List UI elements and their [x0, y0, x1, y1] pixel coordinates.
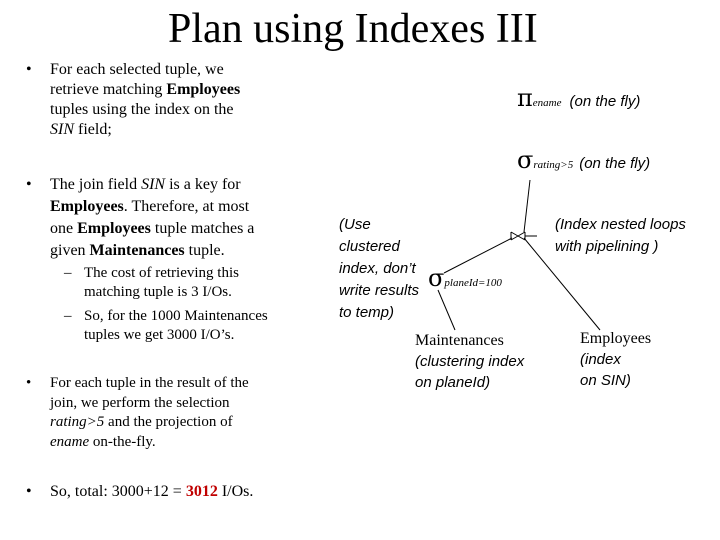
- bullet-1-line-1: For each selected tuple, we: [50, 61, 224, 78]
- bullet-2-line-4a: given: [50, 242, 90, 259]
- total-highlight: 3012: [185, 483, 218, 500]
- bullet-3-line-4: on-the-fly.: [89, 433, 156, 450]
- bullet-1-line-4: field;: [74, 121, 112, 138]
- left-note-line-1: (Use: [339, 216, 371, 233]
- bullet-2-line-2: . Therefore, at most: [123, 198, 250, 215]
- rating-italic: rating>5: [50, 414, 105, 430]
- sub-bullet-2-line-2: tuples we get 3000 I/O’s.: [84, 327, 235, 343]
- sub-bullet-1-line-1: The cost of retrieving this: [84, 265, 239, 281]
- total-suffix: I/Os.: [217, 483, 254, 500]
- join-symbol: [511, 232, 537, 240]
- projection-note: (on the fly): [569, 93, 641, 110]
- employees-bold: Employees: [50, 198, 124, 215]
- sin-italic: SIN: [50, 121, 74, 138]
- employees-line-3: on SIN): [580, 372, 631, 389]
- bullet-2-line-1a: The join field: [50, 176, 142, 193]
- maintenances-line-2: (clustering index: [415, 353, 525, 370]
- dash-marker: –: [64, 265, 72, 281]
- pi-symbol: π: [517, 84, 533, 112]
- bullet-marker: •: [26, 61, 32, 78]
- ename-italic: ename: [50, 433, 90, 450]
- maintenances-node: [415, 330, 524, 393]
- employees-name: Employees: [580, 330, 652, 347]
- selection-top-note: (on the fly): [579, 155, 651, 172]
- bullet-2-line-1b: is a key for: [165, 176, 241, 193]
- bullet-marker: •: [26, 375, 32, 391]
- employees-bold: Employees: [166, 81, 241, 98]
- bullet-3-line-1: For each tuple in the result of the: [50, 375, 249, 391]
- maintenances-line-3: on planeId): [415, 374, 491, 391]
- bullet-2-line-3b: tuple matches a: [150, 220, 255, 237]
- bullet-2-line-4b: tuple.: [184, 242, 225, 259]
- bullet-1-line-2: retrieve matching: [50, 81, 167, 98]
- edge-selection-to-join: [524, 180, 530, 232]
- selection-top-node: [517, 148, 650, 175]
- employees-node: [580, 328, 651, 391]
- join-note-line-1: (Index nested loops: [555, 216, 686, 233]
- edge-left-selection-to-maintenances: [438, 290, 455, 330]
- join-note-line-2: with pipelining ): [555, 238, 659, 255]
- bullet-marker: •: [26, 176, 32, 193]
- projection-subscript: ename: [532, 97, 562, 109]
- sigma-symbol: σ: [517, 146, 534, 174]
- employees-bold: Employees: [77, 220, 151, 237]
- sub-bullet-1-line-2: matching tuple is 3 I/Os.: [84, 284, 232, 300]
- sub-bullet-2-line-1: So, for the 1000 Maintenances: [84, 308, 268, 324]
- selection-top-subscript: rating>5: [533, 159, 574, 171]
- bullet-2-line-3a: one: [50, 220, 78, 237]
- join-note: [555, 214, 686, 258]
- slide-title: Plan using Indexes III: [168, 6, 538, 52]
- left-note-line-4: write results: [339, 282, 420, 299]
- projection-node: [517, 86, 640, 113]
- maintenances-name: Maintenances: [415, 332, 504, 349]
- left-note: [339, 214, 419, 324]
- left-note-line-2: clustered: [339, 238, 400, 255]
- bullet-3-line-3: and the projection of: [104, 414, 233, 430]
- maintenances-bold: Maintenances: [89, 242, 185, 259]
- sin-italic: SIN: [141, 176, 166, 193]
- bullet-3-line-2: join, we perform the selection: [50, 394, 230, 411]
- sigma-symbol: σ: [428, 264, 445, 292]
- total-prefix: So, total: 3000+12 =: [50, 483, 186, 500]
- left-note-line-5: to temp): [339, 304, 395, 321]
- bullet-marker: •: [26, 483, 32, 500]
- bullet-1-line-3: tuples using the index on the: [50, 101, 234, 118]
- employees-line-2: (index: [580, 351, 621, 368]
- left-note-line-3: index, don’t: [339, 260, 416, 277]
- selection-left-subscript: planeId=100: [444, 277, 502, 289]
- dash-marker: –: [64, 308, 72, 324]
- selection-left-node: [428, 266, 502, 291]
